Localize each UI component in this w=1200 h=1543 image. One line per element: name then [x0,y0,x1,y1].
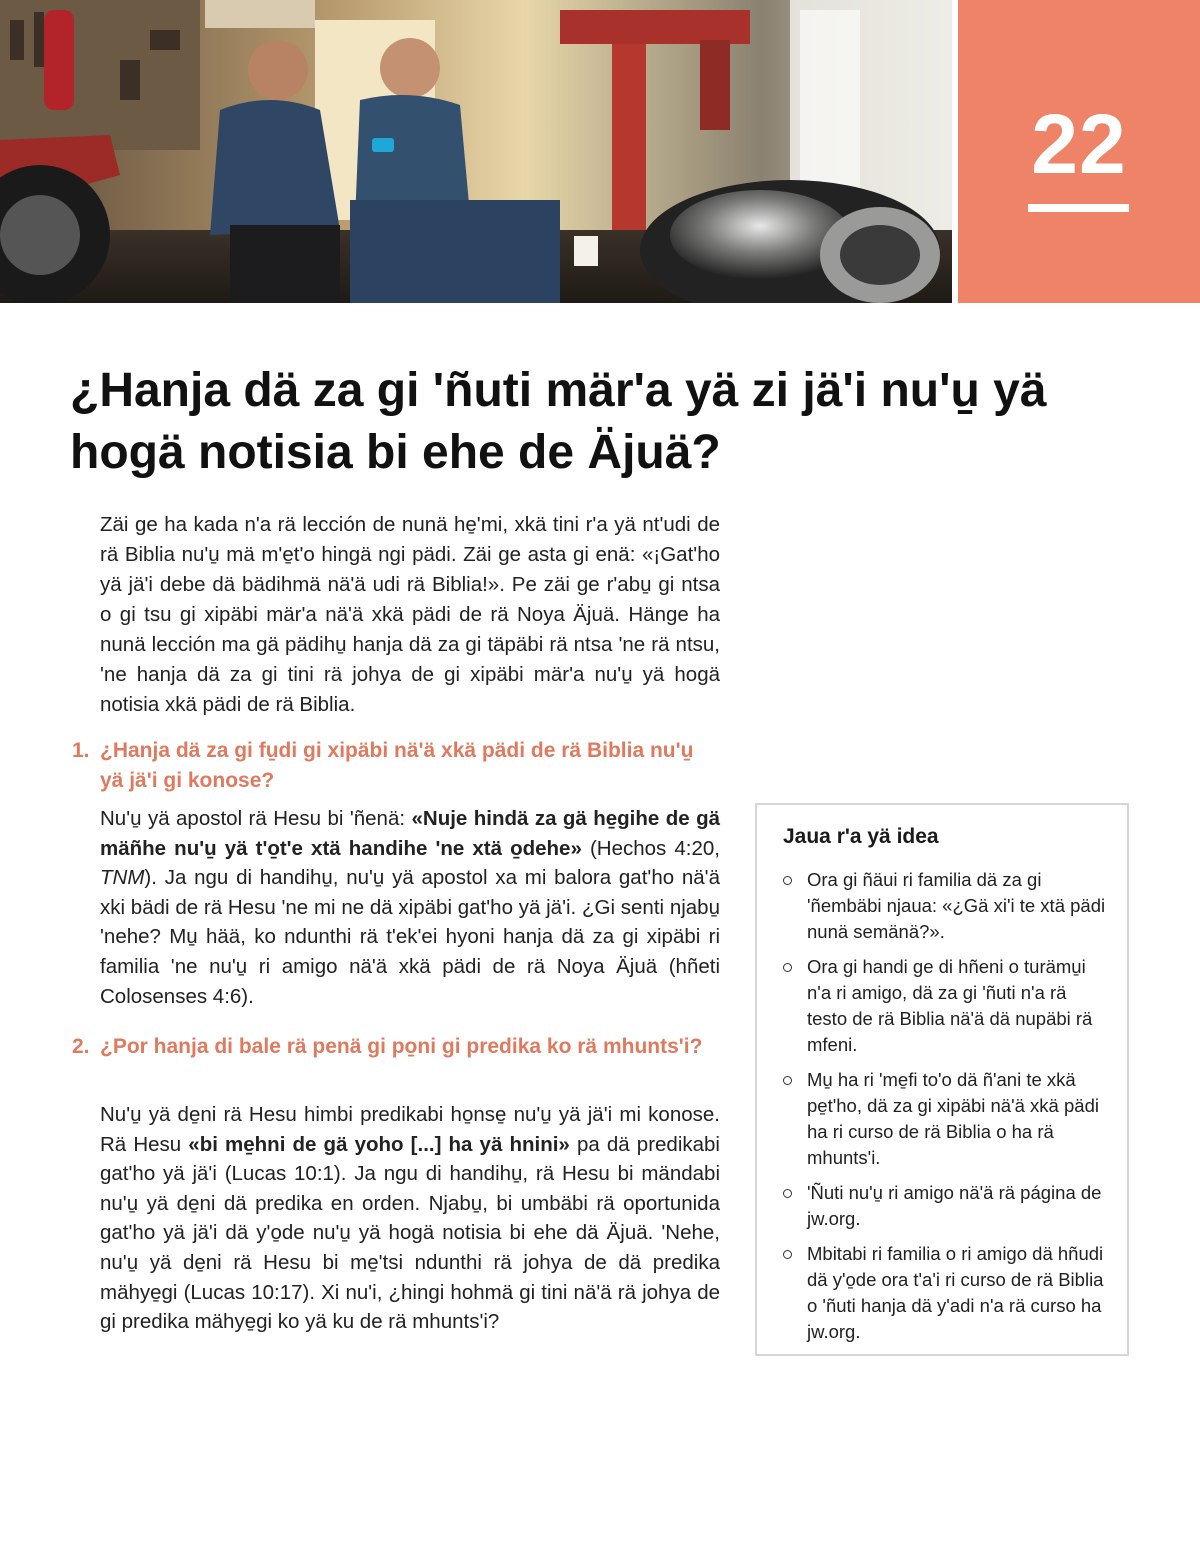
scripture-quote: «Nuje hindä za gä he̱gihe de gä mäñhe nu'u̱ yä t'o̱t'e xtä handihe 'ne xtä o̱dehe» [100,807,720,860]
scripture-quote: «bi me̱hni de gä yoho [...] ha yä hnini» [188,1132,570,1156]
question-2 [72,1032,712,1062]
lesson-number-block [958,0,1200,303]
bullet-circle-icon [783,963,792,972]
idea-text: Mu̱ ha ri 'me̱fi to'o dä ñ'ani te xkä pe̱t'ho, dä za gi xipäbi nä'ä xkä pädi ha ri curso de rä Biblia o ha rä mhunts'i. [807,1069,1099,1168]
translation-abbrev: TNM [100,866,145,890]
bullet-circle-icon [783,1076,792,1085]
lesson-number: 22 [1031,97,1127,191]
answer-text: pa dä predikabi gat'ho yä jä'i (Lucas 10:1). Ja ngu di handihu̱, rä Hesu bi mändabi nu'u̱ yä de̱ni dä predika en orden. Njabu̱, bi umbäbi rä oportunida gat'ho yä jä'i dä y'o̱de nu'u̱ yä hogä notisia bi ehe dä Äjuä. 'Nehe, nu'u̱ yä de̱ni rä Hesu bi me̱'tsi ndunthi rä johya de dä predika mähye̱gi (Lucas 10:17). Xi nu'i, ¿hingi hohmä gi tini nä'ä rä johya de gi predika mähye̱gi ko yä ku de rä mhunts'i? [100,1132,720,1334]
ideas-sidebar [755,803,1129,1356]
idea-text: Ora gi handi ge di hñeni o turämu̱i n'a ri amigo, dä za gi 'ñuti n'a rä testo de rä Biblia nä'ä dä nupäbi rä mfeni. [807,956,1093,1055]
bullet-circle-icon [783,1189,792,1198]
list-item [781,1180,1111,1232]
bullet-circle-icon [783,1250,792,1259]
question-1 [72,736,712,796]
answer-2 [100,1100,720,1337]
sidebar-title: Jaua r'a yä idea [783,825,939,848]
answer-text: ). Ja ngu di handihu̱, nu'u̱ yä apostol xa mi balora gat'ho nä'ä xki bädi de rä Hesu 'ne mi ne dä xipäbi gat'ho yä jä'i. ¿Gi senti njabu̱ 'nehe? Mu̱ hää, ko ndunthi rä t'ek'ei hyoni hanja dä za gi xipäbi ri familia 'ne nu'u̱ ri amigo nä'ä xkä pädi de rä Noya Äjuä (hñeti Colosenses 4:6). [100,866,720,1008]
idea-text: Ora gi ñäui ri familia dä za gi 'ñembäbi njaua: «¿Gä xi'i te xtä pädi nunä semänä?». [807,869,1106,942]
hero-photo [0,0,952,303]
bullet-circle-icon [783,876,792,885]
list-item [781,867,1111,945]
answer-text: (Hechos 4:20, [581,836,720,860]
question-text: ¿Por hanja di bale rä penä gi po̱ni gi predika ko rä mhunts'i? [100,1035,703,1058]
ideas-list [781,867,1111,1354]
idea-text: Mbitabi ri familia o ri amigo dä hñudi dä y'o̱de ora t'a'i ri curso de rä Biblia o 'ñuti hanja dä y'adi n'a rä curso ha jw.org. [807,1243,1104,1342]
question-text: ¿Hanja dä za gi fu̱di gi xipäbi nä'ä xkä pädi de rä Biblia nu'u̱ yä jä'i gi konose? [100,739,694,792]
list-item [781,1067,1111,1171]
answer-1 [100,804,720,1011]
question-number: 2. [72,1035,90,1058]
question-number: 1. [72,739,90,762]
intro-paragraph: Zäi ge ha kada n'a rä lección de nunä he̱'mi, xkä tini r'a yä nt'udi de rä Biblia nu'u̱ mä m'e̱t'o hingä ngi pädi. Zäi ge asta gi enä: «¡Gat'ho yä jä'i debe dä bädihmä nä'ä udi rä Biblia!». Pe zäi ge r'abu̱ gi ntsa o gi tsu gi xipäbi mär'a nä'ä xkä pädi de rä Noya Äjuä. Hänge ha nunä lección ma gä pädihu̱ hanja dä za gi täpäbi rä ntsa 'ne rä ntsu, 'ne hanja dä za gi tini rä johya de gi xipäbi mär'a nu'u̱ yä hogä notisia xkä pädi de rä Biblia. [100,513,720,716]
lesson-number-underline [1028,204,1129,212]
idea-text: 'Ñuti nu'u̱ ri amigo nä'ä rä página de jw.org. [807,1182,1102,1229]
list-item [781,954,1111,1058]
page-title: ¿Hanja dä za gi 'ñuti mär'a yä zi jä'i nu'u̱ yä hogä notisia bi ehe de Äjuä? [70,364,1047,479]
answer-text: Nu'u̱ yä apostol rä Hesu bi 'ñenä: [100,807,412,830]
answer-text: Nu'u̱ yä de̱ni rä Hesu himbi predikabi ho̱nse̱ nu'u̱ yä jä'i mi konose. Rä Hesu [100,1103,720,1156]
list-item [781,1241,1111,1345]
